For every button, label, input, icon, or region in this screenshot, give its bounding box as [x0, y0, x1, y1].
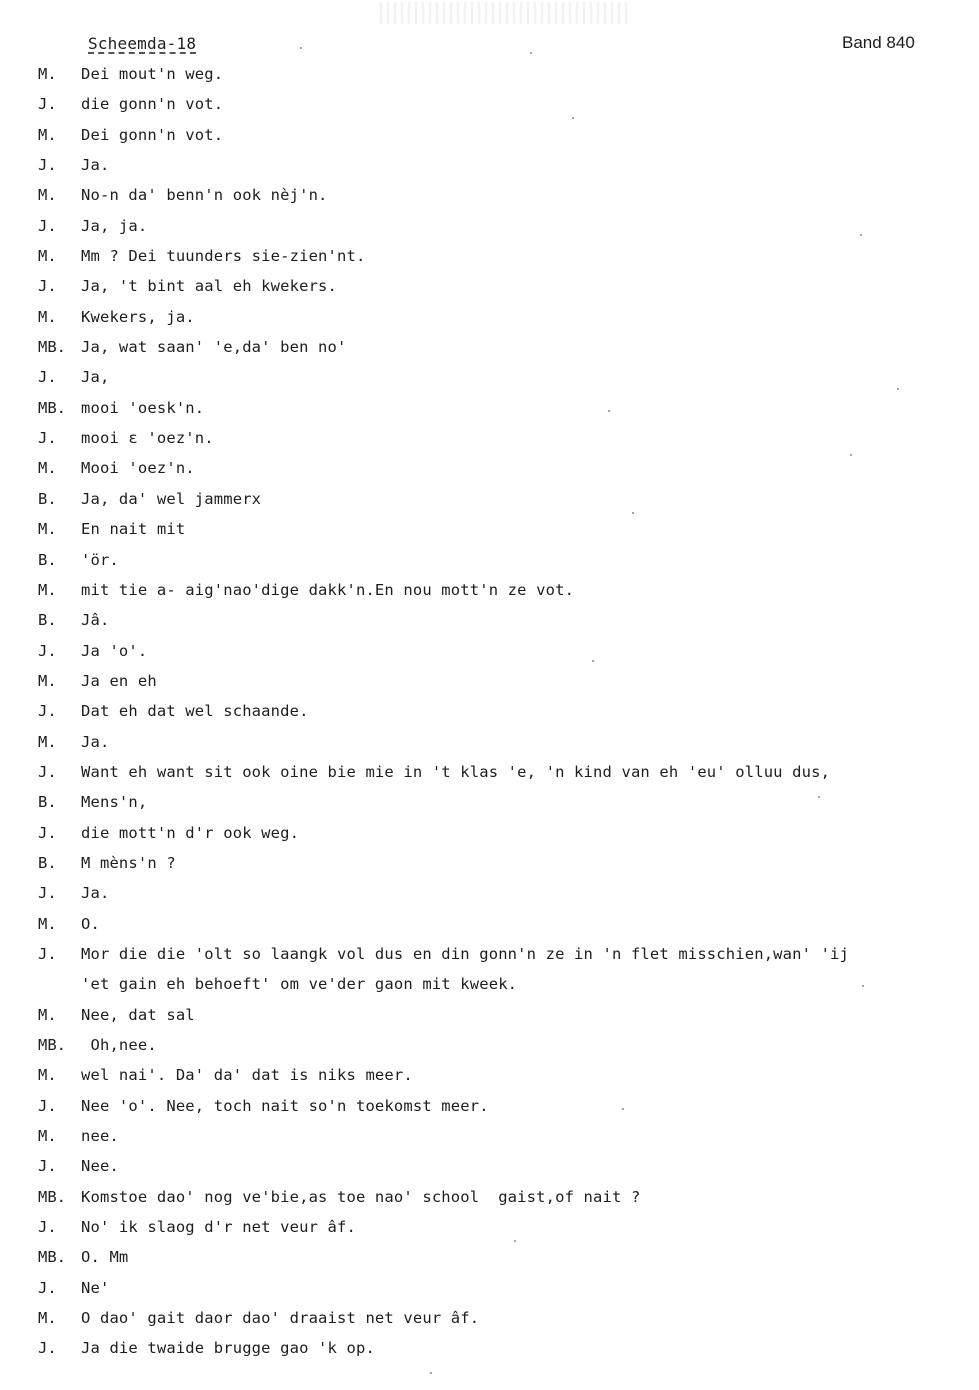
- speaker-label: MB.: [38, 1187, 66, 1206]
- transcript-line: [0, 307, 979, 337]
- speaker-label: M.: [38, 307, 57, 326]
- speaker-label: M.: [38, 1005, 57, 1024]
- transcript-line: [0, 1035, 979, 1065]
- transcript-line: [0, 64, 979, 94]
- speaker-label: J.: [38, 1157, 57, 1176]
- band-number: Band 840: [842, 33, 915, 52]
- transcript-line: [0, 216, 979, 246]
- utterance-text: No' ik slaog d'r net veur âf.: [81, 1218, 356, 1237]
- speaker-label: J.: [38, 368, 57, 387]
- utterance-text: Mor die die 'olt so laangk vol dus en din gonn'n ze in 'n flet misschien,wan' 'ij: [81, 944, 850, 963]
- utterance-text: O dao' gait daor dao' draaist net veur âf.: [81, 1309, 480, 1328]
- transcript-line: [0, 974, 979, 1004]
- transcript-line: [0, 550, 979, 580]
- transcript-line: [0, 1126, 979, 1156]
- speaker-label: MB.: [38, 398, 66, 417]
- utterance-text: 'et gain eh behoeft' om ve'der gaon mit kweek.: [81, 975, 518, 994]
- speaker-label: J.: [38, 762, 57, 781]
- transcript-line: [0, 398, 979, 428]
- transcript-line: [0, 944, 979, 974]
- speck: [862, 985, 864, 987]
- utterance-text: Jâ.: [81, 611, 110, 630]
- utterance-text: Nee.: [81, 1157, 119, 1176]
- speaker-label: M.: [38, 914, 57, 933]
- utterance-text: Ja en eh: [81, 671, 157, 690]
- utterance-text: Ne': [81, 1278, 110, 1297]
- utterance-text: Mens'n,: [81, 793, 148, 812]
- speaker-label: MB.: [38, 338, 66, 357]
- transcript-line: [0, 489, 979, 519]
- transcript-line: [0, 1308, 979, 1338]
- transcript-line: [0, 853, 979, 883]
- utterance-text: mooi ɛ 'oez'n.: [81, 429, 214, 448]
- speaker-label: J.: [38, 95, 57, 114]
- utterance-text: Dat eh dat wel schaande.: [81, 702, 309, 721]
- speaker-label: J.: [38, 1218, 57, 1237]
- transcript-line: [0, 792, 979, 822]
- speck: [632, 512, 634, 514]
- transcript-line: [0, 762, 979, 792]
- speaker-label: M.: [38, 65, 57, 83]
- transcript-line: [0, 883, 979, 913]
- speaker-label: J.: [38, 823, 57, 842]
- speaker-label: M.: [38, 186, 57, 205]
- transcript-line: [0, 823, 979, 853]
- speck: [572, 117, 574, 119]
- utterance-text: Ja,: [81, 368, 110, 387]
- utterance-text: Dei gonn'n vot.: [81, 125, 224, 144]
- transcript-line: [0, 367, 979, 397]
- utterance-text: M mèns'n ?: [81, 853, 176, 872]
- transcript-line: [0, 155, 979, 185]
- transcript-line: [0, 246, 979, 276]
- speck: [514, 1240, 516, 1242]
- transcript-line: [0, 1247, 979, 1277]
- transcript-line: [0, 732, 979, 762]
- speaker-label: J.: [38, 641, 57, 660]
- transcript-line: [0, 914, 979, 944]
- transcript-line: [0, 1217, 979, 1247]
- utterance-text: Ja.: [81, 156, 110, 175]
- speck: [860, 234, 862, 236]
- speaker-label: M.: [38, 459, 57, 478]
- utterance-text: Ja, wat saan' 'e,da' ben no': [81, 338, 347, 357]
- utterance-text: En nait mit: [81, 520, 186, 539]
- speaker-label: J.: [38, 1278, 57, 1297]
- speaker-label: B.: [38, 611, 57, 630]
- speck: [818, 796, 820, 798]
- speaker-label: M.: [38, 580, 57, 599]
- speaker-label: J.: [38, 884, 57, 903]
- transcript-line: [0, 610, 979, 640]
- utterance-text: Ja, da' wel jammerx: [81, 489, 262, 508]
- transcript-line: [0, 1187, 979, 1217]
- speck: [530, 52, 532, 54]
- utterance-text: O. Mm: [81, 1248, 129, 1267]
- speck: [622, 1108, 624, 1110]
- speaker-label: M.: [38, 125, 57, 144]
- speaker-label: M.: [38, 1309, 57, 1328]
- speck: [850, 454, 852, 456]
- speaker-label: B.: [38, 550, 57, 569]
- utterance-text: Want eh want sit ook oine bie mie in 't klas 'e, 'n kind van eh 'eu' olluu dus,: [81, 762, 831, 781]
- utterance-text: die mott'n d'r ook weg.: [81, 823, 300, 842]
- speaker-label: J.: [38, 429, 57, 448]
- transcript-line: [0, 1065, 979, 1095]
- utterance-text: O.: [81, 914, 100, 933]
- utterance-text: Mooi 'oez'n.: [81, 459, 195, 478]
- speaker-label: M.: [38, 247, 57, 266]
- speaker-label: MB.: [38, 1248, 66, 1267]
- utterance-text: Ja 'o'.: [81, 641, 148, 660]
- utterance-text: Komstoe dao' nog ve'bie,as toe nao' school gaist,of nait ?: [81, 1187, 641, 1206]
- speaker-label: M.: [38, 732, 57, 751]
- utterance-text: Nee 'o'. Nee, toch nait so'n toekomst meer.: [81, 1096, 489, 1115]
- speaker-label: J.: [38, 702, 57, 721]
- document-title: Scheemda-18: [88, 34, 197, 53]
- utterance-text: Ja, 't bint aal eh kwekers.: [81, 277, 338, 296]
- speaker-label: J.: [38, 1096, 57, 1115]
- speck: [592, 660, 594, 662]
- utterance-text: Ja.: [81, 732, 110, 751]
- utterance-text: Dei mout'n weg.: [81, 65, 224, 83]
- transcript-line: [0, 458, 979, 488]
- utterance-text: Mm ? Dei tuunders sie-zien'nt.: [81, 247, 366, 266]
- speaker-label: B.: [38, 853, 57, 872]
- speaker-label: M.: [38, 671, 57, 690]
- speaker-label: J.: [38, 277, 57, 296]
- speaker-label: J.: [38, 944, 57, 963]
- transcript-line: [0, 580, 979, 610]
- utterance-text: nee.: [81, 1127, 119, 1146]
- utterance-text: No-n da' benn'n ook nèj'n.: [81, 186, 328, 205]
- transcript-line: [0, 1005, 979, 1035]
- speaker-label: J.: [38, 1339, 57, 1358]
- stamp-smudge: [380, 2, 630, 24]
- speck: [430, 1372, 432, 1374]
- speaker-label: B.: [38, 793, 57, 812]
- speaker-label: M.: [38, 1127, 57, 1146]
- utterance-text: Nee, dat sal: [81, 1005, 195, 1024]
- speaker-label: M.: [38, 1066, 57, 1085]
- transcript-line: [0, 1096, 979, 1126]
- transcript-line: [0, 519, 979, 549]
- speck: [608, 410, 610, 412]
- transcript-line: [0, 428, 979, 458]
- utterance-text: Ja die twaide brugge gao 'k op.: [81, 1339, 375, 1358]
- transcript-lines: [0, 64, 979, 1369]
- speaker-label: J.: [38, 156, 57, 175]
- transcript-line: [0, 701, 979, 731]
- transcript-line: [0, 337, 979, 367]
- utterance-text: die gonn'n vot.: [81, 95, 224, 114]
- transcript-line: [0, 125, 979, 155]
- transcript-line: [0, 1278, 979, 1308]
- utterance-text: wel nai'. Da' da' dat is niks meer.: [81, 1066, 413, 1085]
- utterance-text: Ja, ja.: [81, 216, 148, 235]
- transcript-line: [0, 185, 979, 215]
- speck: [300, 47, 302, 49]
- speaker-label: MB.: [38, 1036, 66, 1054]
- transcript-line: [0, 94, 979, 124]
- speck: [897, 388, 899, 390]
- utterance-text: mooi 'oesk'n.: [81, 398, 205, 417]
- utterance-text: mit tie a- aig'nao'dige dakk'n.En nou mott'n ze vot.: [81, 580, 575, 599]
- utterance-text: Oh,nee.: [81, 1036, 157, 1054]
- utterance-text: 'ör.: [81, 550, 119, 569]
- speaker-label: M.: [38, 520, 57, 539]
- transcript-line: [0, 1338, 979, 1368]
- transcript-line: [0, 641, 979, 671]
- utterance-text: Ja.: [81, 884, 110, 903]
- transcript-line: [0, 276, 979, 306]
- transcript-line: [0, 1156, 979, 1186]
- transcript-line: [0, 671, 979, 701]
- speaker-label: B.: [38, 489, 57, 508]
- speaker-label: J.: [38, 216, 57, 235]
- utterance-text: Kwekers, ja.: [81, 307, 195, 326]
